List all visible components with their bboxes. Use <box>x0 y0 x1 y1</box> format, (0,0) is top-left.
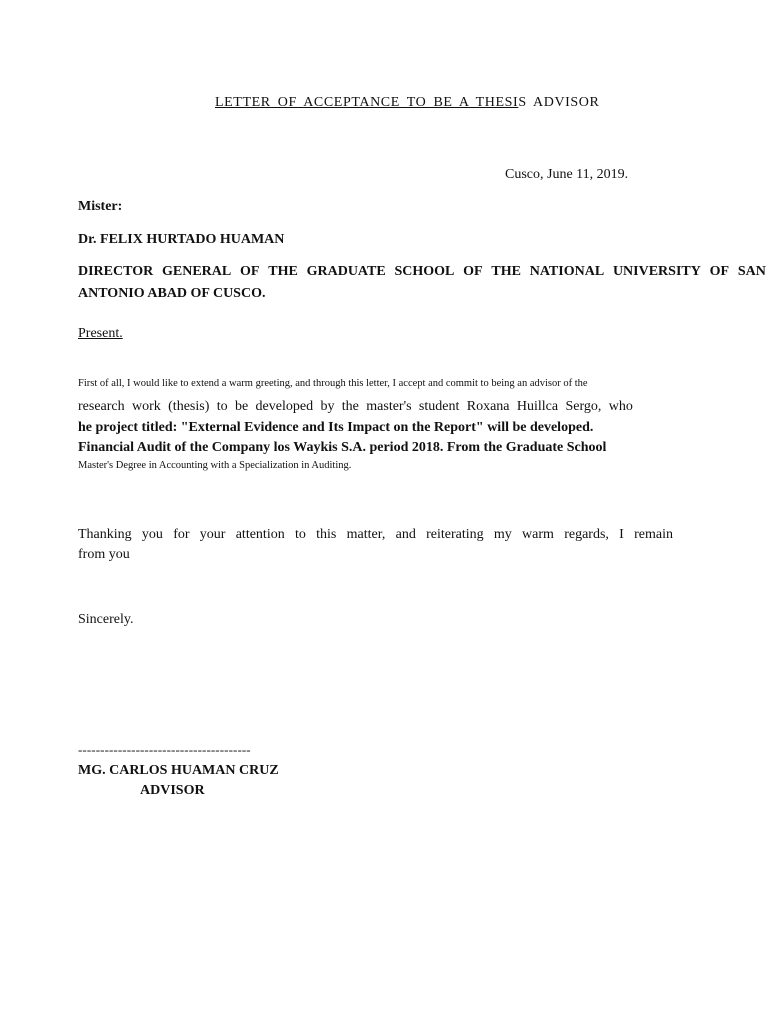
salutation: Mister: <box>78 199 123 214</box>
closing-line-1 <box>78 528 673 542</box>
recipient-title-word: SCHOOL <box>394 264 455 279</box>
body-line-2-word: the <box>341 399 359 414</box>
closing-line-1-word: you <box>141 527 163 542</box>
letter-title-rest: S ADVISOR <box>518 95 600 110</box>
body-line-2-word: by <box>320 399 335 414</box>
signer-role: ADVISOR <box>140 783 205 798</box>
body-line-3: he project titled: "External Evidence and Its Impact on the Report" will be developed. <box>78 420 594 435</box>
body-line-2-word: research <box>78 399 125 414</box>
recipient-title-word: OF <box>463 264 483 279</box>
closing-line-1-word: and <box>395 527 416 542</box>
body-line-5: Master's Degree in Accounting with a Specialization in Auditing. <box>78 460 352 471</box>
recipient-title-word: NATIONAL <box>529 264 605 279</box>
closing-line-1-word: attention <box>235 527 285 542</box>
recipient-title-word: THE <box>268 264 298 279</box>
closing-line-1-word: I <box>619 527 624 542</box>
signature-line: --------------------------------------- <box>78 742 251 757</box>
sign-off: Sincerely. <box>78 612 134 627</box>
recipient-title-word: OF <box>709 264 730 279</box>
body-line-2-word: master's <box>366 399 412 414</box>
recipient-title-word: SAN <box>737 264 766 279</box>
recipient-title-line-2: ANTONIO ABAD OF CUSCO. <box>78 286 266 301</box>
letter-title-underlined: LETTER OF ACCEPTANCE TO BE A THESI <box>215 95 519 110</box>
closing-line-1-word: remain <box>634 527 673 542</box>
body-line-2-word: Sergo, <box>565 399 602 414</box>
body-line-2-word: student <box>418 399 460 414</box>
body-line-2-word: work <box>132 399 161 414</box>
body-line-2-word: who <box>608 399 633 414</box>
closing-line-1-word: reiterating <box>426 527 484 542</box>
signer-name: MG. CARLOS HUAMAN CRUZ <box>78 763 279 778</box>
closing-line-1-word: regards, <box>564 527 609 542</box>
body-line-2-word: (thesis) <box>168 399 210 414</box>
body-line-2-word: Roxana <box>466 399 510 414</box>
body-line-1: First of all, I would like to extend a warm greeting, and through this letter, I accept and commit to being an advisor of the <box>78 378 588 389</box>
body-line-2 <box>78 400 633 414</box>
recipient-title-word: THE <box>491 264 521 279</box>
recipient-title-line-1 <box>78 265 766 279</box>
closing-line-1-word: for <box>173 527 190 542</box>
closing-line-1-word: my <box>493 527 512 542</box>
body-line-2-word: be <box>234 399 249 414</box>
present-text: Present. <box>78 326 123 341</box>
recipient-title-word: DIRECTOR <box>78 264 154 279</box>
recipient-title-word: UNIVERSITY <box>612 264 701 279</box>
present-label <box>78 327 133 341</box>
closing-line-1-word: your <box>199 527 226 542</box>
closing-line-2: from you <box>78 547 130 562</box>
closing-line-1-word: Thanking <box>78 527 132 542</box>
recipient-title-word: OF <box>240 264 260 279</box>
closing-line-1-word: warm <box>522 527 554 542</box>
closing-line-1-word: to <box>294 527 306 542</box>
letter-title <box>215 96 599 110</box>
body-line-2-word: to <box>216 399 228 414</box>
recipient-title-word: GENERAL <box>161 264 232 279</box>
body-line-2-word: Huillca <box>516 399 559 414</box>
letter-date: Cusco, June 11, 2019. <box>505 167 629 182</box>
recipient-title-word: GRADUATE <box>306 264 386 279</box>
recipient-name: Dr. FELIX HURTADO HUAMAN <box>78 232 285 247</box>
body-line-2-word: developed <box>255 399 314 414</box>
closing-line-1-word: this <box>316 527 337 542</box>
body-line-4: Financial Audit of the Company los Waykis S.A. period 2018. From the Graduate School <box>78 440 607 455</box>
closing-line-1-word: matter, <box>346 527 386 542</box>
